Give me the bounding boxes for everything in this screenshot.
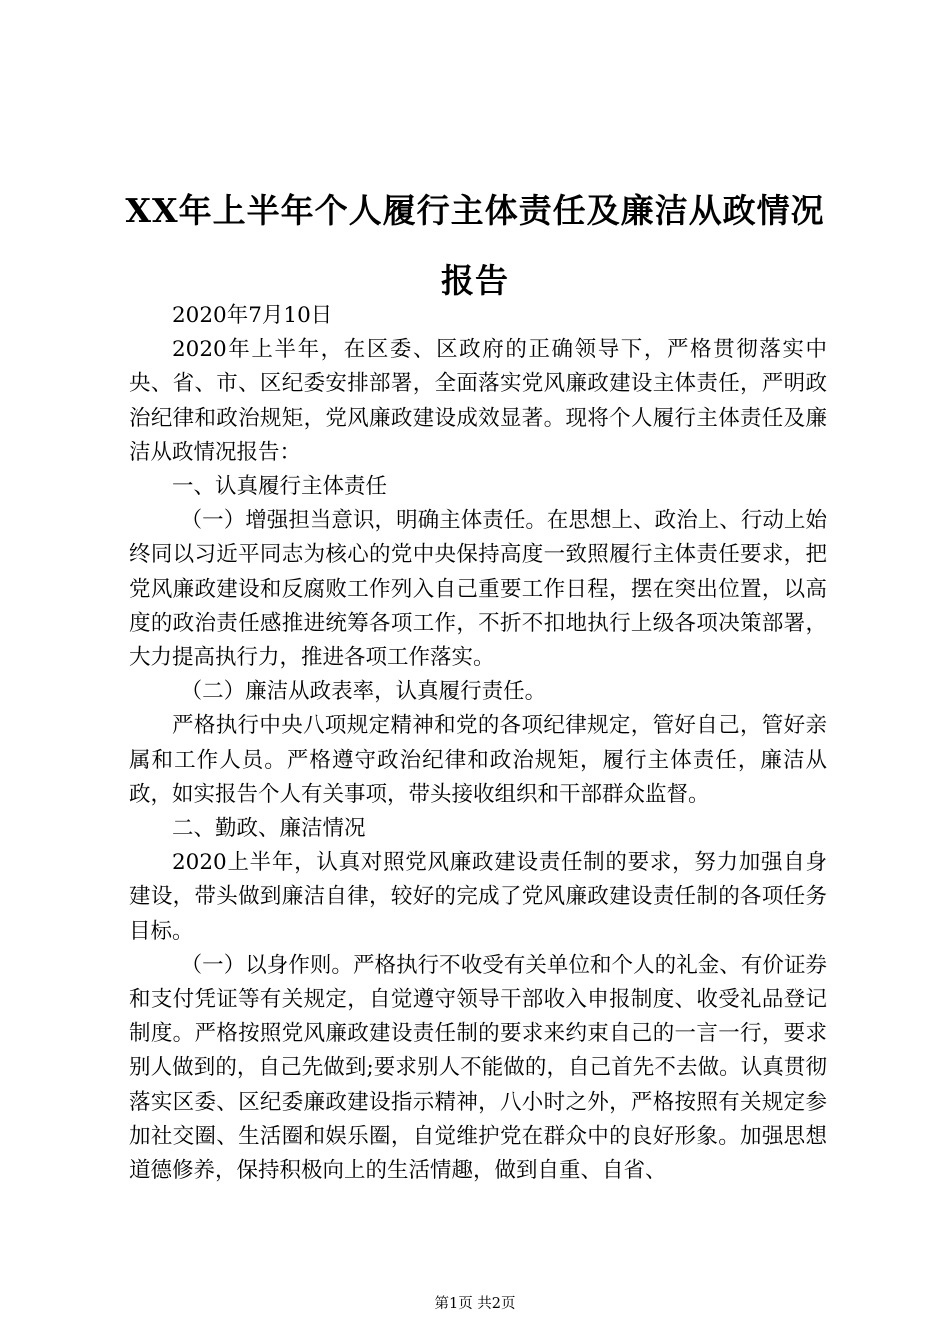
document-title: XX年上半年个人履行主体责任及廉洁从政情况报告 xyxy=(125,191,825,300)
paragraph-1-2-heading: （二）廉洁从政表率，认真履行责任。 xyxy=(180,679,547,705)
paragraph-intro: 2020年上半年，在区委、区政府的正确领导下，严格贯彻落实中央、省、市、区纪委安排部署，全面落实党风廉政建设主体责任，严明政治纪律和政治规矩，党风廉政建设成效显著。现将个人履行主体责任及廉洁从政情况报告： xyxy=(129,337,827,465)
document-date: 2020年7月10日 xyxy=(172,303,333,328)
section-heading-2: 二、勤政、廉洁情况 xyxy=(172,816,366,842)
paragraph-2-intro: 2020上半年，认真对照党风廉政建设责任制的要求，努力加强自身建设，带头做到廉洁自律，较好的完成了党风廉政建设责任制的各项任务目标。 xyxy=(129,850,827,944)
paragraph-2-1: （一）以身作则。严格执行不收受有关单位和个人的礼金、有价证券和支付凭证等有关规定，自觉遵守领导干部收入申报制度、收受礼品登记制度。严格按照党风廉政建设责任制的要求来约束自己的一言一行，要求别人做到的，自己先做到;要求别人不能做的，自己首先不去做。认真贯彻落实区委、区纪委廉政建设指示精神，八小时之外，严格按照有关规定参加社交圈、生活圈和娱乐圈，自觉维护党在群众中的良好形象。加强思想道德修养，保持积极向上的生活情趣，做到自重、自省、 xyxy=(129,952,827,1184)
section-heading-1: 一、认真履行主体责任 xyxy=(172,474,388,500)
paragraph-1-1: （一）增强担当意识，明确主体责任。在思想上、政治上、行动上始终同以习近平同志为核心的党中央保持高度一致照履行主体责任要求，把党风廉政建设和反腐败工作列入自己重要工作日程，摆在突出位置，以高度的政治责任感推进统筹各项工作，不折不扣地执行上级各项决策部署，大力提高执行力，推进各项工作落实。 xyxy=(129,508,827,671)
paragraph-1-2: 严格执行中央八项规定精神和党的各项纪律规定，管好自己，管好亲属和工作人员。严格遵守政治纪律和政治规矩，履行主体责任，廉洁从政，如实报告个人有关事项，带头接收组织和干部群众监督。 xyxy=(129,713,827,807)
page-footer: 第1页 共2页 xyxy=(434,1296,516,1312)
document-body xyxy=(129,299,827,1188)
